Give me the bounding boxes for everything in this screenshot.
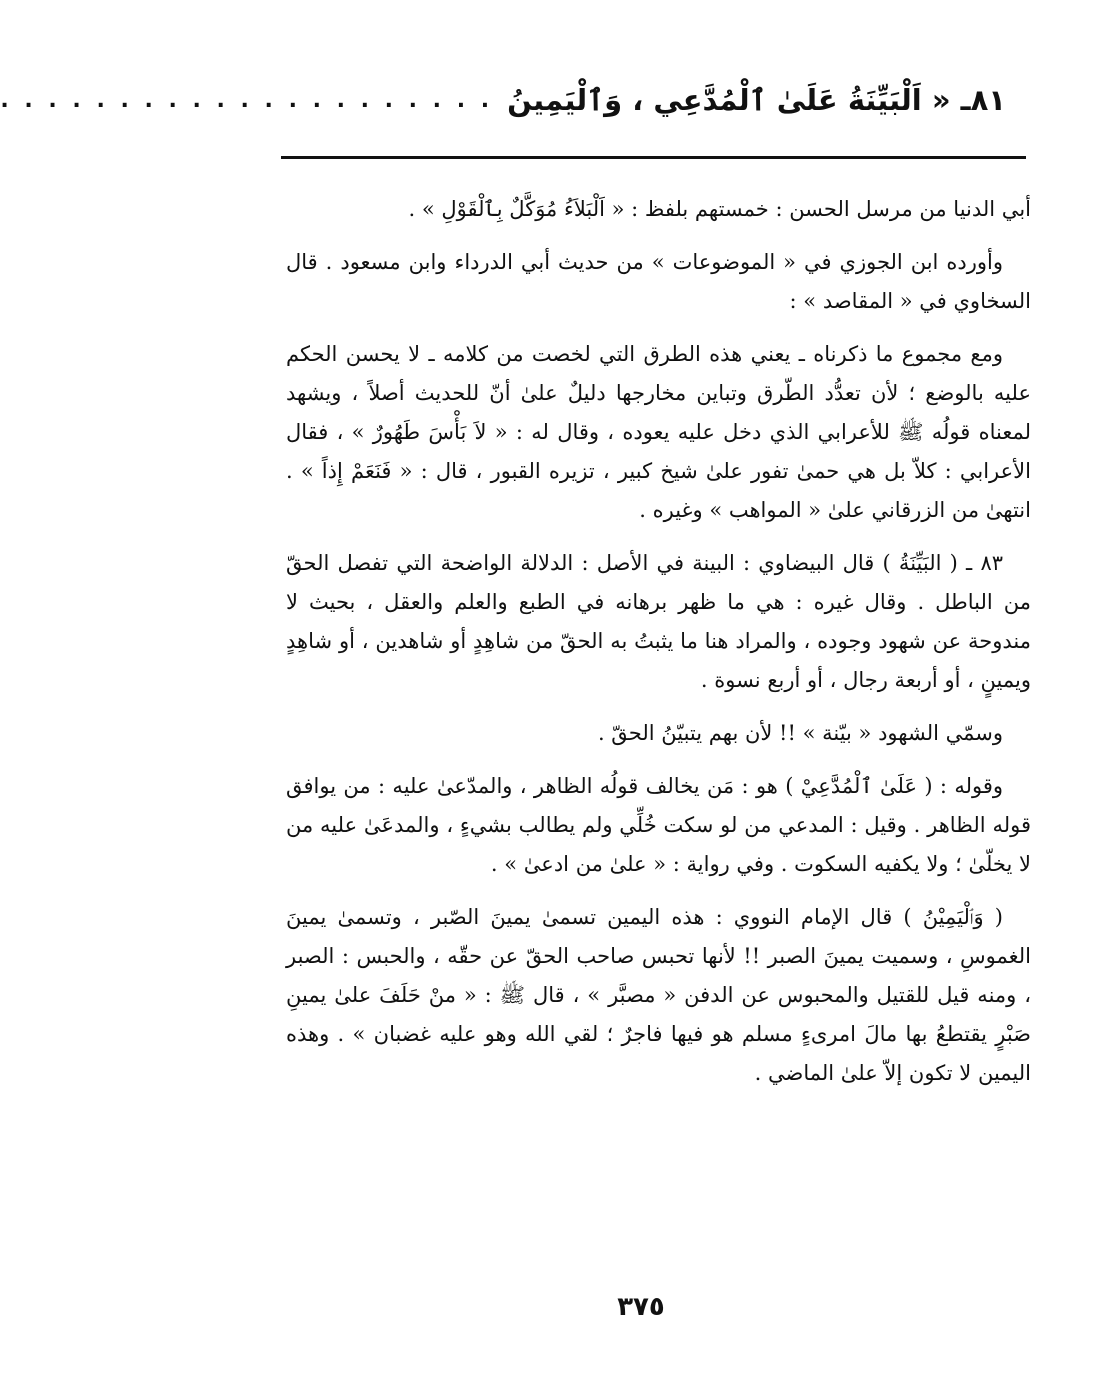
paragraph-7: ( وَٱلْيَمِيْنُ ) قال الإمام النووي : هذه اليمين تسمىٰ يمينَ الصّبر ، وتسمىٰ يمينَ الغموسِ ، وسميت يمينَ الصبر !! لأنها تحبس صاحب الحقّ عن حقّه ، والحبس : الصبر ، ومنه قيل للقتيل والمحبوس عن الدفن « مصبَّر » ، قال ﷺ : « منْ حَلَفَ علىٰ يمينِ صَبْرٍ يقتطعُ بها مالَ امرىءٍ مسلم هو فيها فاجرٌ ؛ لقي الله وهو عليه غضبان » . وهذه اليمين لا تكون إلاّ علىٰ الماضي . (286, 905, 1031, 1085)
paragraph-5: وسمّي الشهود « بيّنة » !! لأن بهم يتبيّنُ الحقّ . (597, 721, 1003, 745)
paragraph-6: وقوله : ( عَلَىٰ ٱلْمُدَّعِيْ ) هو : مَن يخالف قولُه الظاهر ، والمدّعىٰ عليه : من يوافق قوله الظاهر . وقيل : المدعي من لو سكت خُلِّي ولم يطالب بشيءٍ ، والمدعَىٰ عليه من لا يخلّىٰ ؛ ولا يكفيه السكوت . وفي رواية : « علىٰ من ادعىٰ » . (286, 774, 1031, 876)
paragraph-3: ومع مجموع ما ذكرناه ـ يعني هذه الطرق التي لخصت من كلامه ـ لا يحسن الحكم عليه بالوضع ؛ لأن تعدُّد الطّرق وتباين مخارجها دليلٌ علىٰ أنّ للحديث أصلاً ، ويشهد لمعناه قولُه ﷺ للأعرابي الذي دخل عليه يعوده ، وقال له : « لاَ بَأْسَ طَهُورٌ » ، فقال الأعرابي : كلاّ بل هي حمىٰ تفور علىٰ شيخ كبير ، تزيره القبور ، قال : « فَنَعَمْ إِذاً » . انتهىٰ من الزرقاني علىٰ « المواهب » وغيره . (286, 342, 1031, 522)
page-number: ٣٧٥ (617, 1292, 665, 1322)
header-dot-leader: . . . . . . . . . . . . . . . . . . . . . (0, 87, 494, 113)
header-divider (281, 156, 1026, 159)
running-header (0, 70, 1006, 130)
paragraph-2: وأورده ابن الجوزي في « الموضوعات » من حديث أبي الدرداء وابن مسعود . قال السخاوي في « المقاصد » : (286, 250, 1031, 313)
body-text (286, 190, 1031, 1107)
chapter-title: ٨١ـ « اَلْبَيِّنَةُ عَلَىٰ ٱلْمُدَّعِي ، وَٱلْيَمِينُ (507, 83, 1006, 117)
paragraph-4: ٨٣ ـ ( البَيِّنَةُ ) قال البيضاوي : البينة في الأصل : الدلالة الواضحة التي تفصل الحقّ من الباطل . وقال غيره : هي ما ظهر برهانه في الطبع والعلم والعقل ، بحيث لا مندوحة عن شهود وجوده ، والمراد هنا ما يثبتُ به الحقّ من شاهِدٍ أو شاهدين ، أو شاهِدٍ ويمينٍ ، أو أربعة رجال ، أو أربع نسوة . (286, 551, 1031, 692)
paragraph-1: أبي الدنيا من مرسل الحسن : خمستهم بلفظ : « اَلْبَلاَءُ مُوَكَّلٌ بِٱلْقَوْلِ » . (408, 197, 1031, 221)
